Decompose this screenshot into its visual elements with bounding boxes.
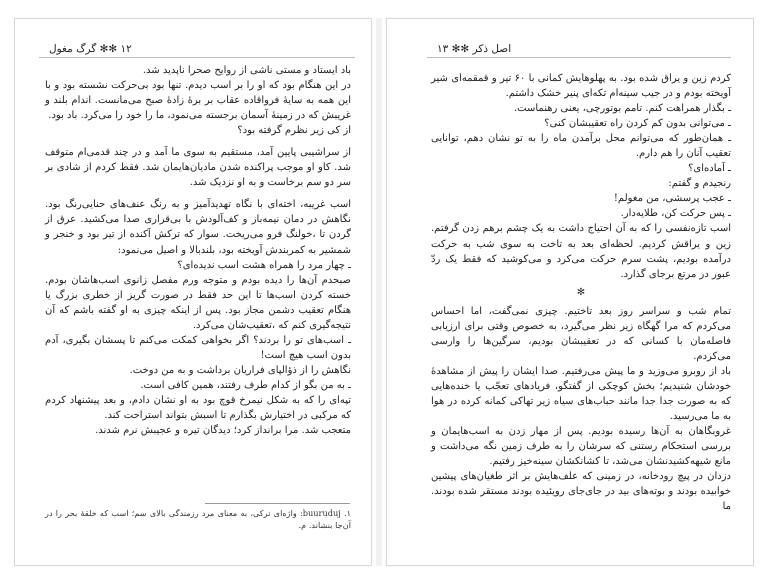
paragraph: از سراشیبی پایین آمد، مستقیم به سوی ما آمد و در چند قدمی‌ام متوقف شد. کاو او موجب پراکنده شدن مادیان‌هایمان شد. فقط کردم از شادی بر سر دو سم برخاست و به او نزدیک شد. <box>45 147 351 189</box>
paragraph: ـ چهار مرد را همراه هشت اسب ندیده‌ای؟ <box>177 259 351 271</box>
paragraph: ـ همان‌طور که می‌توانم محل برآمدن ماه را به تو نشان دهم، توانایی تعقیب آنان را هم دارم. <box>431 133 731 160</box>
footnote: ۱. buuruduj: واژه‌ای ترکی، به معنای مرد رزمندگی بالای سم؛ اسب که خلقهٔ بحر را در آن‌جا بنشاند. م. <box>45 508 351 530</box>
paragraph: ـ عجب پرسشی، من مغولم! <box>613 193 731 205</box>
paragraph: باد ایستاد و مستی ناشی از روایح صحرا ناپدید شد. <box>142 65 351 76</box>
running-head: اصل ذکر ✻✻ ۱۳ <box>437 43 512 55</box>
paragraph: اسب تازه‌نفسی را که به آن احتیاج داشت به یک چشم برهم زدن گرفتم. زین و یراقش کردیم. لحظه‌ای بعد به تاخت به سوی شب به حرکت درآمده بودیم، پشت سرم حرکت می‌کرد و می‌کوشید که فقط یک ردّ عبور در مرتع برجای گذارد. <box>431 223 731 280</box>
header-rule <box>427 57 731 58</box>
paragraph: ـ می‌توانی بدون کم کردن راه تعقیبشان کنی؟ <box>544 118 731 130</box>
paragraph: اسب غریبه، اخته‌ای با نگاه تهدیدآمیز و به رنگ عنف‌های حنایی‌رنگ بود. نگاهش در دمان نیمه‌باز و کف‌آلودش با بی‌قراری صدا می‌کشید. عرق از گردن تا ،خولنگ فرو می‌ریخت. سوار که ترکش آکنده از تیر بود و خنجر و شمشیر به کمربندش آویخته بود، بلندبالا و اصیل می‌نمود: <box>45 199 351 256</box>
section-break-ornament: ✻ <box>576 286 586 298</box>
paragraph: رنجیدم و گفتم: <box>668 178 731 190</box>
paragraph: کردم زین و یراق شده بود. به پهلوهایش کمانی با ۶۰ تیر و قمقمه‌ای شیر آویخته بودم و در جیب سینه‌ام تکه‌ای پنیر خشک داشتم. <box>431 73 731 100</box>
paragraph: غروبگاهان به آن‌ها رسیده بودیم. پس از مهار زدن به اسب‌هایمان و بررسی استحکام رستنی که سرشان را به طرف زمین نگه می‌داشت و مانع شیهه‌کشیدنشان می‌شد، تا کشانکشان سینه‌خیز رفتیم. <box>431 426 731 468</box>
page-body <box>45 63 351 438</box>
paragraph: صبحدم آن‌ها را دیده بودم و متوجه ورم مفصل زانوی اسب‌هاشان بودم. خسته کردن اسب‌ها تا این حد فقط در صورت گریز از خطری بزرگ یا هنگام تعقیب دشمن مجاز بود. پس از اینکه چیزی به او گفته باشم که آن نتیجه‌گیری کنم که ،تعقیب‌شان می‌کرد. <box>45 274 351 331</box>
paragraph: ـ پس حرکت کن، طلایه‌دار. <box>620 208 731 220</box>
paragraph: ـ اسب‌های تو را بردند؟ اگر بخواهی کمکت می‌کنم تا پسشان بگیری، آدم بدون اسب هیچ است! <box>45 334 351 361</box>
paragraph: نگاهش را از ذؤالپای فراریان برداشت و به من دوخت. <box>129 364 351 376</box>
paragraph: تمام شب و سراسر روز بعد تاختیم. چیزی نمی‌گفت، اما احساس می‌کردم که مرا گهگاه زیر نظر می‌گیرد، به خصوص وقتی برای ارزیابی فاصله‌مان با کسانی که در تعقیبشان بودیم، سرگین‌ها را وارسی می‌کردم. <box>431 305 731 362</box>
left-page <box>14 18 372 566</box>
paragraph: ـ به من بگو از کدام طرف رفتند، همین کافی است. <box>140 379 351 391</box>
paragraph: در این هنگام بود که او را بر اسب دیدم. تنها بود بی‌حرکت نشسته بود و با این همه به سایهٔ فرواقاده عقاب بر برهٔ زادهٔ صبح می‌مانست. اندام بلند و غریبش که در زمینهٔ آسمان برجسته می‌نمود، ما را خود را می‌کرد. باد بود. <box>45 80 351 122</box>
book-gutter <box>376 18 382 566</box>
paragraph: متعجب شد. مرا برانداز کرد؛ دیدگان تیره و عجیبش نرم شدند. <box>95 425 351 437</box>
footnote-rule <box>205 503 350 504</box>
paragraph: دزدان در پیچ رودخانه، در زمینی که علف‌هایش بر اثر طغیان‌های پیشین خوابیده بودند و بوته‌های بید در جای‌جای رویئیده بودند مستقر شده بودند. ما <box>431 471 731 513</box>
paragraph: باد از روبرو می‌وزید و ما پیش می‌رفتیم. صدا ایشان را پیش از مشاهدهٔ خودشان شنیدیم؛ بخش کوچکی از گفتگو، فریادهای تعجّب یا خنده‌هایی که به صورت جدا جدا مانند حباب‌های سیاه زیر تهاکی کمانه کرده در هوا به ما می‌رسید. <box>431 365 731 422</box>
right-page <box>386 18 754 566</box>
paragraph: از کی زیر نظرم گرفته بود؟ <box>237 125 351 137</box>
paragraph: ـ بگذار همراهت کنم. تامم بوتورچی، یعنی رهنماست. <box>514 103 731 115</box>
page-body <box>431 71 731 514</box>
running-head: ۱۲ ✻✻ گرگ مغول <box>49 43 132 55</box>
header-rule <box>39 57 355 58</box>
paragraph: ـ آماده‌ای؟ <box>688 163 731 175</box>
paragraph: تپه‌ای را که به شکل نیمرخ قوچ بود به او نشان دادم، و بعد پیشنهاد کردم که مرکبی در اختیارش بگذارم تا اسبش بتواند استراحت کند. <box>45 394 351 422</box>
